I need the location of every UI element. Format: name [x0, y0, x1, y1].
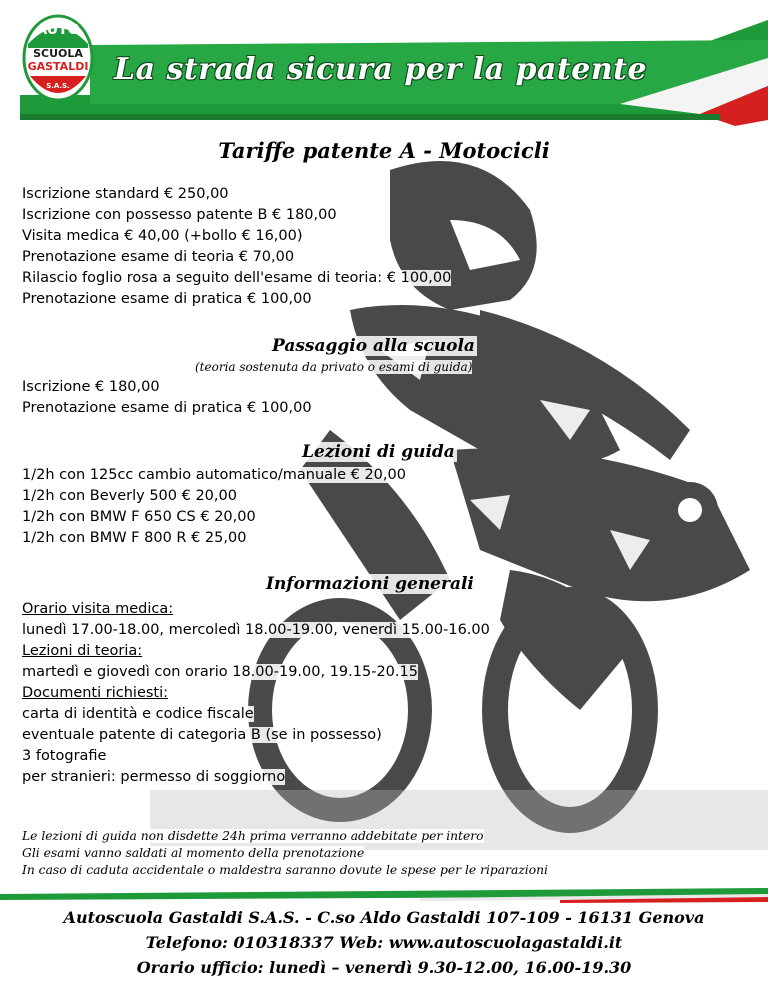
- list-item: Iscrizione con possesso patente B € 180,00: [22, 207, 337, 223]
- list-item: 1/2h con BMW F 650 CS € 20,00: [22, 509, 256, 525]
- note-item: Le lezioni di guida non disdette 24h prima verranno addebitate per intero: [22, 829, 484, 843]
- list-item: Rilascio foglio rosa a seguito dell'esame di teoria: € 100,00: [22, 270, 452, 286]
- footer: [0, 905, 768, 980]
- list-item: 3 fotografie: [22, 748, 107, 764]
- list-item: 1/2h con Beverly 500 € 20,00: [22, 488, 237, 504]
- tariff-list: [22, 184, 451, 310]
- slogan: La strada sicura per la patente: [114, 52, 648, 87]
- list-item: 1/2h con 125cc cambio automatico/manuale € 20,00: [22, 467, 406, 483]
- note-item: In caso di caduta accidentale o maldestra saranno dovute le spese per le riparazioni: [22, 863, 548, 877]
- footer-contacts: Telefono: 010318337 Web: www.autoscuolagastaldi.it: [145, 933, 623, 952]
- info-list: [22, 599, 490, 788]
- list-item: Visita medica € 40,00 (+bollo € 16,00): [22, 228, 303, 244]
- lezioni-list: [22, 465, 406, 549]
- page-title: Tariffe patente A - Motocicli: [218, 138, 550, 163]
- section-title-lezioni: Lezioni di guida: [302, 442, 455, 462]
- list-item: Prenotazione esame di pratica € 100,00: [22, 291, 312, 307]
- footer-address: Autoscuola Gastaldi S.A.S. - C.so Aldo Gastaldi 107-109 - 16131 Genova: [63, 908, 705, 927]
- notes-list: [22, 828, 548, 879]
- info-heading-visita: Orario visita medica:: [22, 601, 174, 617]
- logo-auto: AUTO: [36, 22, 80, 38]
- list-item: eventuale patente di categoria B (se in possesso): [22, 727, 382, 743]
- list-item: per stranieri: permesso di soggiorno: [22, 769, 286, 785]
- passaggio-list: [22, 377, 312, 419]
- section-title-passaggio: Passaggio alla scuola: [272, 336, 475, 356]
- header: [0, 0, 768, 130]
- note-item: Gli esami vanno saldati al momento della prenotazione: [22, 846, 365, 860]
- logo-scuola: SCUOLA: [33, 47, 83, 60]
- list-item: 1/2h con BMW F 800 R € 25,00: [22, 530, 247, 546]
- list-item: Iscrizione standard € 250,00: [22, 186, 229, 202]
- list-item: martedì e giovedì con orario 18.00-19.00, 19.15-20.15: [22, 664, 418, 680]
- list-item: Iscrizione € 180,00: [22, 379, 160, 395]
- school-logo: [22, 14, 94, 102]
- list-item: carta di identità e codice fiscale: [22, 706, 254, 722]
- logo-sas: S.A.S.: [46, 82, 70, 90]
- footer-hours: Orario ufficio: lunedì – venerdì 9.30-12.00, 16.00-19.30: [136, 958, 632, 977]
- section-title-info: Informazioni generali: [266, 574, 474, 594]
- info-heading-documenti: Documenti richiesti:: [22, 685, 169, 701]
- list-item: Prenotazione esame di pratica € 100,00: [22, 400, 312, 416]
- list-item: Prenotazione esame di teoria € 70,00: [22, 249, 295, 265]
- section-subtitle-passaggio: (teoria sostenuta da privato o esami di guida): [195, 360, 473, 374]
- info-heading-teoria: Lezioni di teoria:: [22, 643, 143, 659]
- list-item: lunedì 17.00-18.00, mercoledì 18.00-19.00, venerdì 15.00-16.00: [22, 622, 490, 638]
- logo-gastaldi: GASTALDI: [27, 60, 89, 73]
